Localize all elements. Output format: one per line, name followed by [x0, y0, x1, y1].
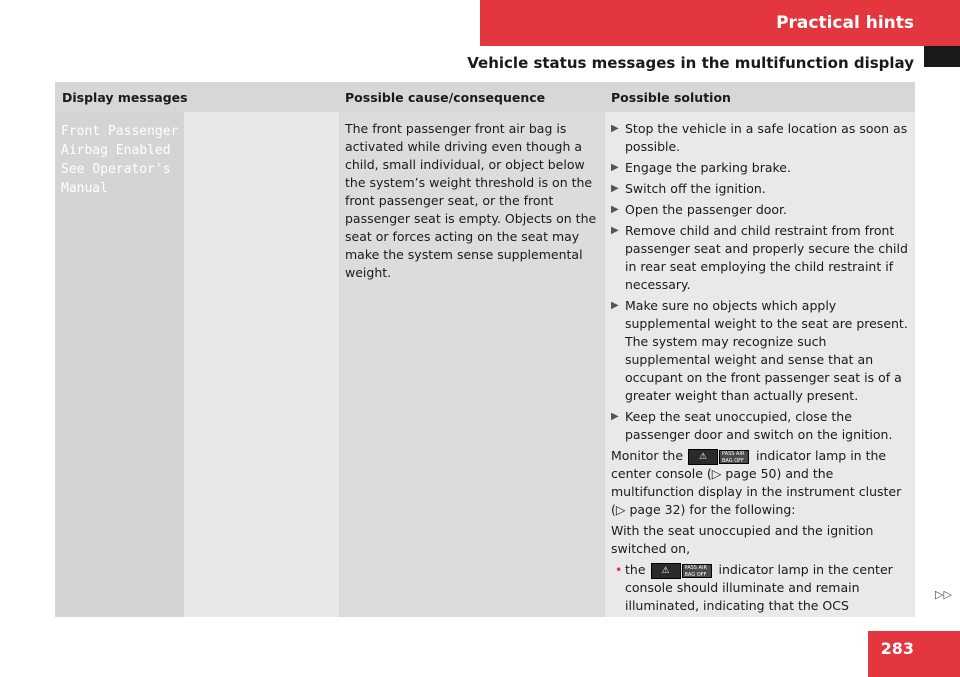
table-header: [55, 82, 915, 112]
column-header-solution: Possible solution: [611, 90, 731, 105]
cause-text: The front passenger front air bag is activated while driving even though a child, small individual, or object below the system’s weight threshold is on the front passenger seat, or the front passenger seat is empty. Objects on the seat or forces acting on the seat may make the system sense supplemental weight.: [345, 121, 597, 280]
pass-airbag-off-lamp-icon: PASS AIR BAG OFF: [719, 450, 749, 464]
solution-step: ▶ Open the passenger door.: [611, 202, 788, 217]
solution-cell: [605, 112, 915, 617]
solution-step: ▶ Engage the parking brake.: [611, 160, 791, 175]
page-number: 283: [880, 639, 914, 658]
step-arrow-icon: ▶: [611, 300, 619, 311]
step-arrow-icon: ▶: [611, 183, 619, 194]
step-arrow-icon: ▶: [611, 225, 619, 236]
column-header-display: Display messages: [62, 90, 188, 105]
solution-step: ▶ Make sure no objects which apply supplemental weight to the seat are present. The system may recognize such supplemental weight and sense that an occupant on the front passenger seat is of a greater weight than actually present.: [611, 298, 908, 403]
solution-step: ▶ Remove child and child restraint from front passenger seat and properly secure the child in rear seat employing the child restraint if necessary.: [611, 223, 908, 292]
display-message-text: Front Passenger Airbag Enabled See Operator's Manual: [61, 124, 179, 196]
page-subtitle: Vehicle status messages in the multifunction display: [467, 54, 914, 72]
unoccupied-paragraph: With the seat unoccupied and the ignition switched on,: [611, 523, 874, 556]
continue-marker: ▷▷: [935, 589, 952, 601]
seat-occupant-icon: ⚠: [688, 449, 718, 465]
step-arrow-icon: ▶: [611, 204, 619, 215]
cause-cell: [339, 112, 605, 617]
solution-step: ▶ Keep the seat unoccupied, close the passenger door and switch on the ignition.: [611, 409, 893, 442]
column-header-cause: Possible cause/consequence: [345, 90, 546, 105]
header-marker: [924, 46, 960, 67]
solution-content: [611, 120, 911, 615]
display-message-cell: [55, 112, 184, 617]
solution-step: ▶ Switch off the ignition.: [611, 181, 766, 196]
solution-step: ▶ Stop the vehicle in a safe location as soon as possible.: [611, 121, 908, 154]
display-message-spacer: [184, 112, 339, 617]
pass-airbag-off-lamp-icon: PASS AIR BAG OFF: [682, 564, 712, 578]
section-title: Practical hints: [776, 13, 914, 33]
step-arrow-icon: ▶: [611, 162, 619, 173]
step-arrow-icon: ▶: [611, 411, 619, 422]
step-arrow-icon: ▶: [611, 123, 619, 134]
status-message-table: [55, 82, 915, 617]
bullet-dot-icon: •: [615, 562, 623, 577]
seat-occupant-icon: ⚠: [651, 563, 681, 579]
monitor-paragraph: Monitor the ⚠ PASS AIR BAG OFF indicator lamp in the center console (▷ page 50) and the multifunction display in the instrument cluster (▷ page 32) for the following:: [611, 448, 902, 517]
bullet-item: • the ⚠ PASS AIR BAG OFF indicator lamp in the center console should illuminate and remain illuminated, indicating that the OCS: [615, 562, 893, 613]
